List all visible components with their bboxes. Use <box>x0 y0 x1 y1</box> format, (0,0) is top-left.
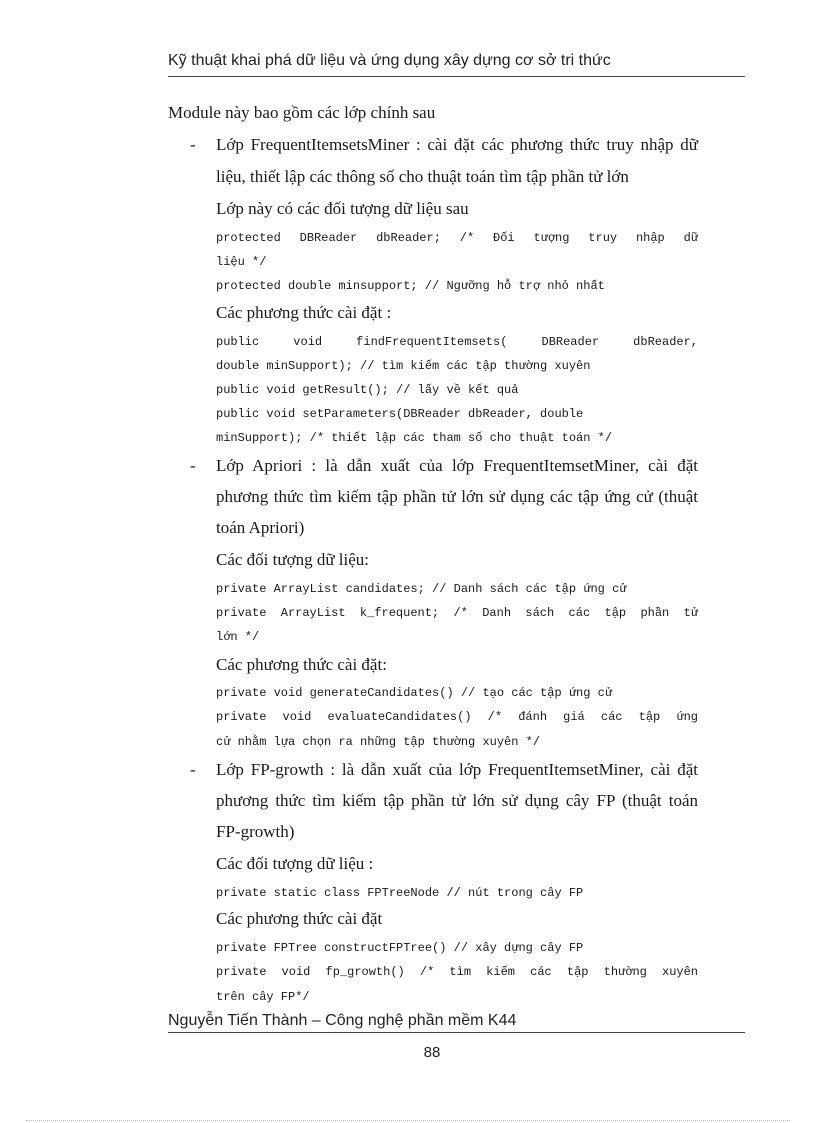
code-line: private void generateCandidates() // tạo các tập ứng cử <box>216 686 613 700</box>
code-line: trên cây FP*/ <box>216 990 310 1004</box>
code-line: public void findFrequentItemsets( DBReader dbReader, <box>216 335 698 349</box>
paragraph-line: Lớp này có các đối tượng dữ liệu sau <box>216 199 469 218</box>
paragraph-line: liệu, thiết lập các thông số cho thuật toán tìm tập phần tử lớn <box>216 167 629 186</box>
code-line: private void fp_growth() /* tìm kiếm các tập thường xuyên <box>216 965 698 979</box>
code-line: minSupport); /* thiết lập các tham số cho thuật toán */ <box>216 431 613 445</box>
code-line: cử nhằm lựa chọn ra những tập thường xuyên */ <box>216 735 541 749</box>
page-header: Kỹ thuật khai phá dữ liệu và ứng dụng xây dựng cơ sở tri thức <box>168 52 611 69</box>
code-line: protected DBReader dbReader; /* Đối tượng truy nhập dữ <box>216 231 698 245</box>
paragraph-line: Lớp FP-growth : là dẫn xuất của lớp FrequentItemsetMiner, cài đặt <box>216 760 698 779</box>
intro-text: Module này bao gồm các lớp chính sau <box>168 103 436 122</box>
bullet-dash: - <box>190 456 196 475</box>
code-line: private ArrayList candidates; // Danh sách các tập ứng cử <box>216 582 627 596</box>
code-line: public void getResult(); // lấy về kết quả <box>216 383 519 397</box>
paragraph-line: Các đối tượng dữ liệu : <box>216 854 374 873</box>
paragraph-line: Lớp FrequentItemsetsMiner : cài đặt các phương thức truy nhập dữ <box>216 135 698 154</box>
paragraph-line: Lớp Apriori : là dẫn xuất của lớp FrequentItemsetMiner, cài đặt <box>216 456 698 475</box>
code-line: protected double minsupport; // Ngưỡng hỗ trợ nhỏ nhất <box>216 279 605 293</box>
bullet-dash: - <box>190 760 196 779</box>
code-line: double minSupport); // tìm kiếm các tập thường xuyên <box>216 359 591 373</box>
header-rule <box>168 76 745 77</box>
paragraph-line: Các phương thức cài đặt: <box>216 655 387 674</box>
paragraph-line: phương thức tìm kiếm tập phần tử lớn sử dụng các tập ứng cử (thuật <box>216 487 698 506</box>
code-line: public void setParameters(DBReader dbReader, double <box>216 407 584 421</box>
code-line: liệu */ <box>216 255 267 269</box>
code-line: private FPTree constructFPTree() // xây dựng cây FP <box>216 941 584 955</box>
code-line: lớn */ <box>216 630 260 644</box>
footer-rule <box>168 1032 745 1033</box>
bullet-dash: - <box>190 135 196 154</box>
code-line: private void evaluateCandidates() /* đánh giá các tập ứng <box>216 710 698 724</box>
code-line: private ArrayList k_frequent; /* Danh sách các tập phần tử <box>216 606 698 620</box>
paragraph-line: Các đối tượng dữ liệu: <box>216 550 370 569</box>
paragraph-line: Các phương thức cài đặt : <box>216 303 392 322</box>
paragraph-line: FP-growth) <box>216 822 295 841</box>
page-edge-divider <box>26 1120 790 1121</box>
paragraph-line: phương thức tìm kiếm tập phần tử lớn sử dụng cây FP (thuật toán <box>216 791 698 810</box>
paragraph-line: toán Apriori) <box>216 518 305 537</box>
page-number: 88 <box>423 1044 441 1061</box>
paragraph-line: Các phương thức cài đặt <box>216 909 383 928</box>
code-line: private static class FPTreeNode // nút trong cây FP <box>216 886 584 900</box>
page-footer: Nguyễn Tiến Thành – Công nghệ phần mềm K44 <box>168 1012 517 1029</box>
